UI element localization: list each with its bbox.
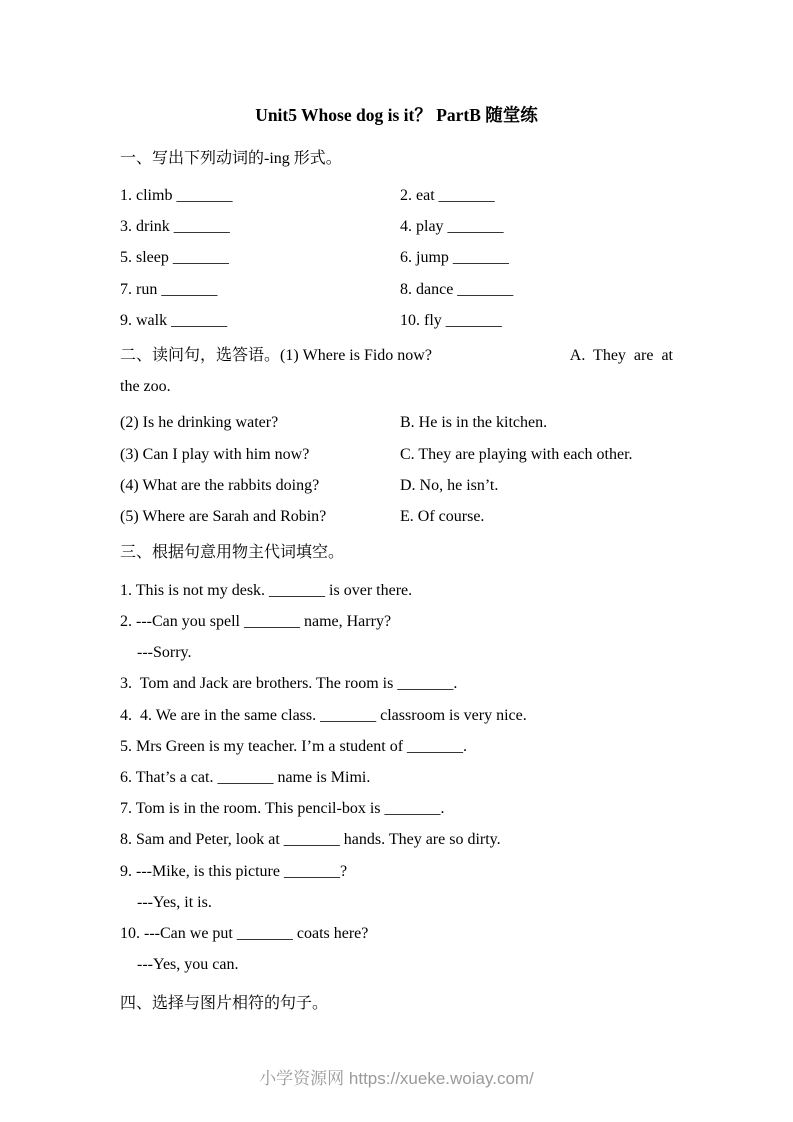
verb-item-8: 8. dance _______ — [400, 280, 514, 298]
answer-a-wrap: the zoo. — [120, 378, 171, 396]
section-four-heading: 四、选择与图片相符的句子。 — [120, 995, 329, 1013]
section-two-heading-and-question-1: 二、读问句，选答语。(1) Where is Fido now? — [120, 346, 432, 364]
answer-a-fragment: A. They are at — [569, 346, 673, 364]
section-two-row — [120, 501, 673, 532]
fill-item-8: 8. Sam and Peter, look at _______ hands. They are so dirty. — [120, 831, 501, 849]
fill-item-10-reply: ---Yes, you can. — [137, 956, 239, 974]
answer-e: E. Of course. — [400, 507, 485, 525]
section-one-row — [120, 180, 673, 211]
section-two-row — [120, 439, 673, 470]
verb-item-4: 4. play _______ — [400, 218, 504, 236]
section-one-row — [120, 305, 673, 336]
section-two-row — [120, 470, 673, 501]
fill-item-7: 7. Tom is in the room. This pencil-box is _______. — [120, 800, 445, 818]
section-one-row — [120, 242, 673, 273]
worksheet-title: Unit5 Whose dog is it？ PartB 随堂练 — [255, 105, 538, 125]
verb-item-9: 9. walk _______ — [120, 311, 228, 329]
section-one-heading: 一、写出下列动词的-ing 形式。 — [120, 150, 342, 168]
section-two-row — [120, 407, 673, 438]
verb-item-3: 3. drink _______ — [120, 218, 230, 236]
fill-item-4: 4. 4. We are in the same class. _______ classroom is very nice. — [120, 706, 527, 724]
fill-item-9-reply: ---Yes, it is. — [137, 893, 212, 911]
verb-item-1: 1. climb _______ — [120, 186, 233, 204]
section-three-heading: 三、根据句意用物主代词填空。 — [120, 543, 345, 561]
fill-item-9: 9. ---Mike, is this picture _______? — [120, 862, 348, 880]
fill-item-6: 6. That’s a cat. _______ name is Mimi. — [120, 769, 371, 787]
fill-item-2: 2. ---Can you spell _______ name, Harry? — [120, 613, 392, 631]
verb-item-7: 7. run _______ — [120, 280, 218, 298]
answer-b: B. He is in the kitchen. — [400, 414, 548, 432]
watermark-footer: 小学资源网 https://xueke.woiay.com/ — [259, 1069, 534, 1088]
section-two-heading-line — [120, 340, 673, 371]
fill-item-1: 1. This is not my desk. _______ is over there. — [120, 581, 413, 599]
section-one-row — [120, 211, 673, 242]
verb-item-5: 5. sleep _______ — [120, 249, 229, 267]
fill-item-2-reply: ---Sorry. — [137, 644, 192, 662]
verb-item-6: 6. jump _______ — [400, 249, 509, 267]
worksheet-content — [0, 100, 793, 1020]
fill-item-5: 5. Mrs Green is my teacher. I’m a student of _______. — [120, 737, 468, 755]
question-5: (5) Where are Sarah and Robin? — [120, 507, 327, 525]
answer-c: C. They are playing with each other. — [400, 445, 633, 463]
section-one-row — [120, 274, 673, 305]
fill-item-10: 10. ---Can we put _______ coats here? — [120, 925, 369, 943]
question-2: (2) Is he drinking water? — [120, 414, 279, 432]
answer-d: D. No, he isn’t. — [400, 476, 499, 494]
question-4: (4) What are the rabbits doing? — [120, 476, 320, 494]
fill-item-3: 3. Tom and Jack are brothers. The room is _______. — [120, 675, 458, 693]
verb-item-2: 2. eat _______ — [400, 186, 495, 204]
verb-item-10: 10. fly _______ — [400, 311, 502, 329]
question-3: (3) Can I play with him now? — [120, 445, 310, 463]
